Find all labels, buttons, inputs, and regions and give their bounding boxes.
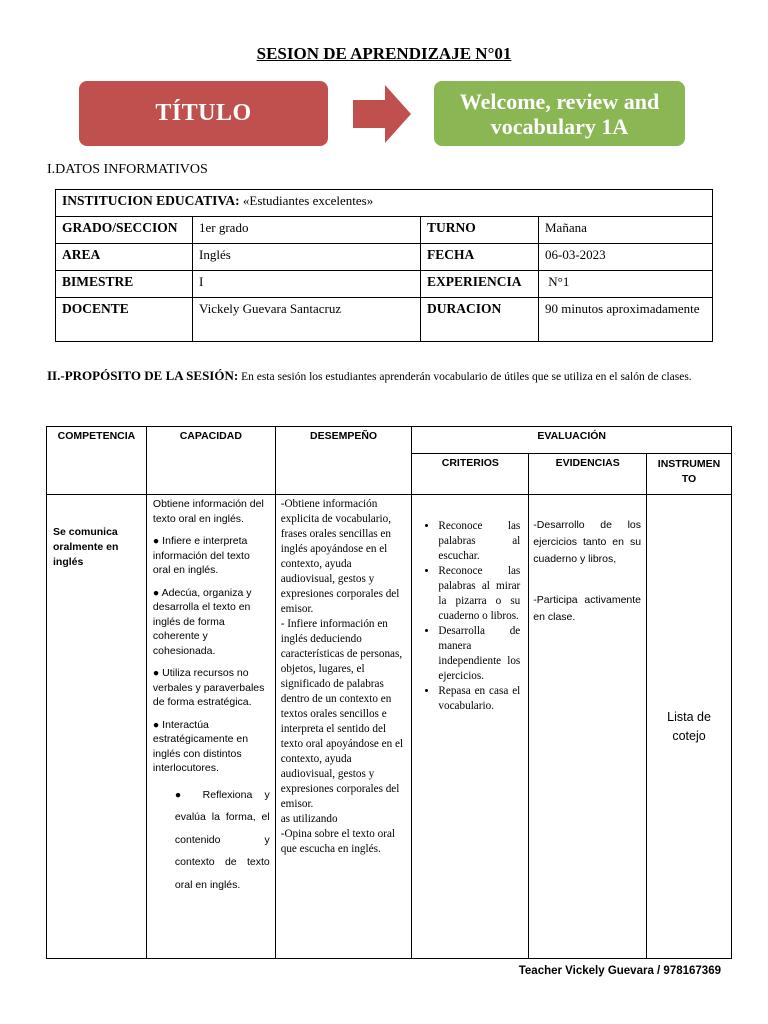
document-title: SESION DE APRENDIZAJE N°01 (256, 44, 512, 63)
footer-contact: Teacher Vickely Guevara / 978167369 (518, 965, 721, 977)
fecha-label: FECHA (421, 244, 539, 271)
header-instrumento: INSTRUMEN TO (647, 454, 732, 495)
capacidad-item: ● Reflexiona y evalúa la forma, el contenido y contexto de texto oral en inglés. (174, 788, 270, 891)
duracion-label: DURACION (421, 298, 539, 342)
info-row-docente (56, 298, 713, 342)
header-desempeno: DESEMPEÑO (275, 427, 412, 495)
purpose-text: En esta sesión los estudiantes aprenderán vocabulario de útiles que se utiliza en el salón de clases. (238, 371, 692, 383)
header-evaluacion: EVALUACIÓN (412, 427, 732, 454)
capacidad-item: ● Infiere e interpreta información del texto oral en inglés. (152, 535, 250, 576)
evidencia-item: -Desarrollo de los ejercicios tanto en su cuaderno y libros, (533, 519, 642, 565)
header-competencia: COMPETENCIA (47, 427, 147, 495)
bimestre-value: I (193, 271, 421, 298)
institucion-label: INSTITUCION EDUCATIVA: (62, 193, 240, 208)
desempeno-item: -Obtiene información explicita de vocabulario, frases orales sencillas en inglés apoyándose en el contexto, ayuda audiovisual, gestos y expresiones corporales del emisor. (280, 498, 400, 615)
evidencia-item: -Participa activamente en clase. (533, 594, 642, 623)
grado-value: 1er grado (193, 217, 421, 244)
desempeno-cell (275, 495, 412, 959)
info-table (55, 189, 713, 342)
area-label: AREA (56, 244, 193, 271)
capacidad-item: ● Utiliza recursos no verbales y paraverbales de forma estratégica. (152, 667, 265, 708)
capacidad-item: ● Interactúa estratégicamente en inglés con distintos interlocutores. (152, 718, 249, 774)
bimestre-label: BIMESTRE (56, 271, 193, 298)
instrumento-cell: Lista de cotejo (647, 495, 732, 959)
docente-label: DOCENTE (56, 298, 193, 342)
right-arrow-icon (353, 85, 411, 143)
header-capacidad: CAPACIDAD (146, 427, 275, 495)
docente-value: Vickely Guevara Santacruz (193, 298, 421, 342)
duracion-value: 90 minutos aproximadamente (539, 298, 713, 342)
purpose-paragraph (47, 368, 722, 385)
title-value-box: Welcome, review and vocabulary 1A (434, 81, 685, 146)
grado-label: GRADO/SECCION (56, 217, 193, 244)
criterio-item: • Reconoce las palabras al escuchar. (438, 519, 520, 564)
capacidad-item: Obtiene información del texto oral en inglés. (152, 498, 264, 525)
area-value: Inglés (193, 244, 421, 271)
header-criterios: CRITERIOS (412, 454, 529, 495)
criterio-item: • Repasa en casa el vocabulario. (438, 684, 520, 714)
content-row (47, 495, 732, 959)
criterios-list (418, 519, 520, 714)
criterios-cell (412, 495, 529, 959)
header-evidencias: EVIDENCIAS (529, 454, 647, 495)
fecha-value: 06-03-2023 (539, 244, 713, 271)
desempeno-item: as utilizando (280, 813, 338, 825)
info-row-area (56, 244, 713, 271)
institucion-value: «Estudiantes excelentes» (242, 193, 374, 208)
capacidad-item: ● Adecúa, organiza y desarrolla el texto en inglés de forma coherente y cohesionada. (152, 586, 252, 657)
purpose-label: II.-PROPÓSITO DE LA SESIÓN: (47, 368, 239, 383)
session-table (46, 426, 732, 959)
experiencia-value: N°1 (539, 271, 713, 298)
capacidad-cell (146, 495, 275, 959)
turno-label: TURNO (421, 217, 539, 244)
desempeno-item: -Opina sobre el texto oral que escucha en inglés. (280, 828, 396, 855)
competencia-cell: Se comunica oralmente en inglés (47, 495, 147, 959)
title-label-box: TÍTULO (79, 81, 328, 146)
turno-value: Mañana (539, 217, 713, 244)
info-row-institucion (56, 190, 713, 217)
header-row (47, 427, 732, 454)
info-row-bimestre (56, 271, 713, 298)
evidencias-cell (529, 495, 647, 959)
section-heading-datos: I.DATOS INFORMATIVOS (47, 162, 208, 177)
info-row-grado (56, 217, 713, 244)
experiencia-label: EXPERIENCIA (421, 271, 539, 298)
desempeno-item: - Infiere información en inglés deduciendo características de personas, objetos, lugares, el significado de palabras dentro de un contexto en textos orales sencillos e interpreta el sentido del texto oral apoyándose en el contexto, ayuda audiovisual, gestos y expresiones corporales del emisor. (280, 618, 404, 810)
criterio-item: • Desarrolla de manera independiente los ejercicios. (438, 624, 520, 684)
criterio-item: • Reconoce las palabras al mirar la pizarra o su cuaderno o libros. (438, 564, 520, 624)
